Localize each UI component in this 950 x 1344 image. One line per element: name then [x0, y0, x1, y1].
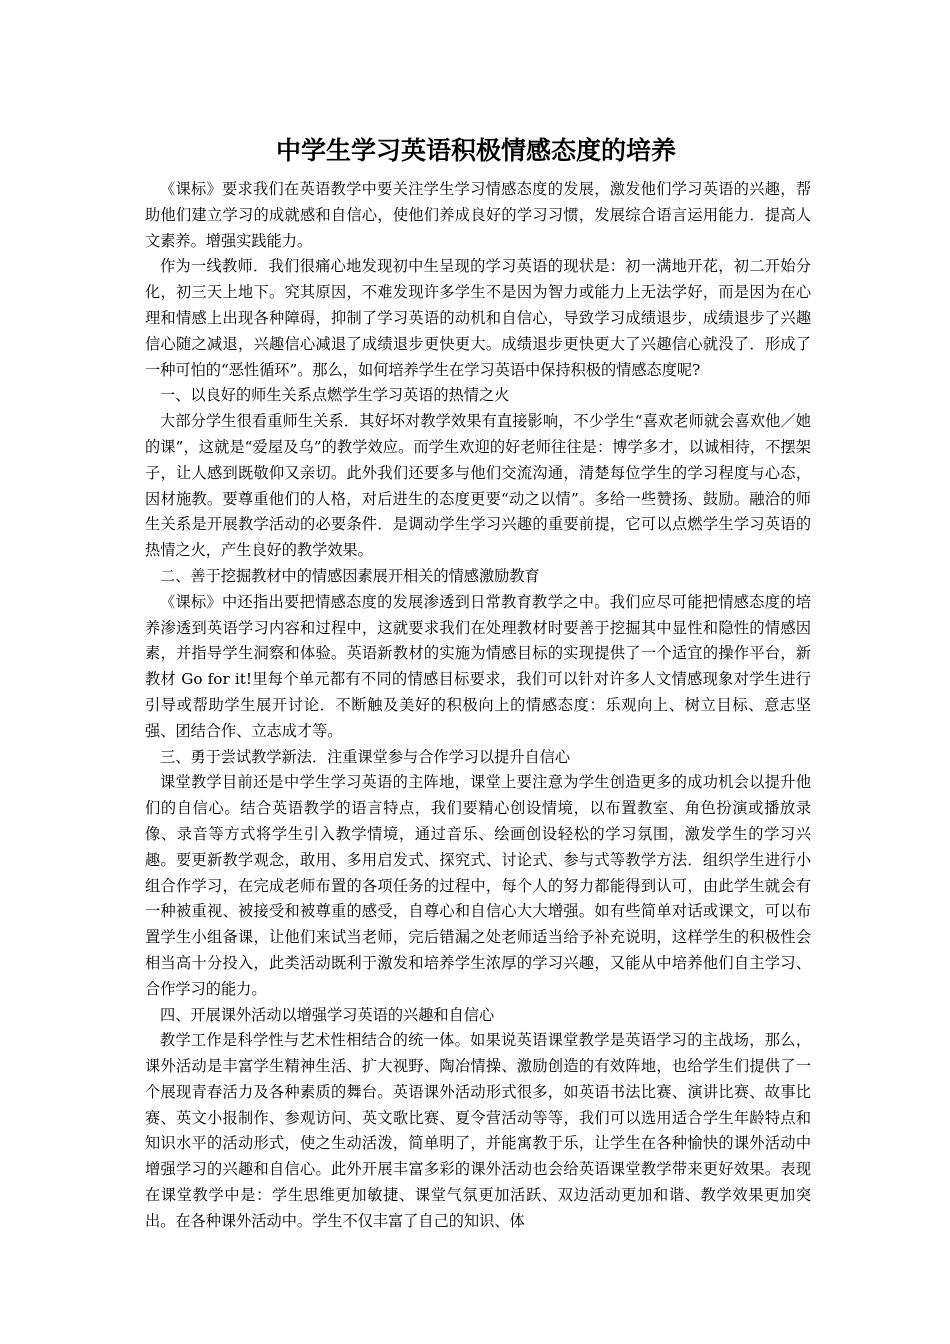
paragraph: 教学工作是科学性与艺术性相结合的统一体。如果说英语课堂教学是英语学习的主战场，那么，课外活动是丰富学生精神生活、扩大视野、陶冶情操、激励创造的有效阵地，也给学生们提供了一个展现青春活力及各种素质的舞台。英语课外活动形式很多，如英语书法比赛、演讲比赛、故事比赛、英文小报制作、参观访问、英文歌比赛、夏令营活动等等，我们可以选用适合学生年龄特点和知识水平的活动形式，使之生动活泼，简单明了，并能寓教于乐，让学生在各种愉快的课外活动中增强学习的兴趣和自信心。此外开展丰富多彩的课外活动也会给英语课堂教学带来更好效果。表现在课堂教学中是：学生思维更加敏捷、课堂气氛更加活跃、双边活动更加和谐、教学效果更加突出。在各种课外活动中。学生不仅丰富了自己的知识、体 — [145, 1031, 811, 1230]
paragraph: 课堂教学目前还是中学生学习英语的主阵地，课堂上要注意为学生创造更多的成功机会以提升他们的自信心。结合英语教学的语言特点，我们要精心创设情境，以布置教室、角色扮演或播放录像、录音等方式将学生引入教学情境，通过音乐、绘画创设轻松的学习氛围，激发学生的学习兴趣。要更新教学观念，敢用、多用启发式、探究式、讨论式、参与式等教学方法．组织学生进行小组合作学习，在完成老师布置的各项任务的过程中，每个人的努力都能得到认可，由此学生就会有一种被重视、被接受和被尊重的感受，自尊心和自信心大大增强。如有些简单对话或课文，可以布置学生小组备课，让他们来试当老师，完后错漏之处老师适当给予补充说明，这样学生的积极性会相当高十分投入，此类活动既利于激发和培养学生浓厚的学习兴趣，又能从中培养他们自主学习、合作学习的能力。 — [145, 773, 811, 998]
section-heading: 二、善于挖掘教材中的情感因素展开相关的情感激励教育 — [160, 566, 540, 585]
section-heading: 四、开展课外活动以增强学习英语的兴趣和自信心 — [160, 1005, 495, 1024]
paragraph: 《课标》中还指出要把情感态度的发展渗透到日常教育教学之中。我们应尽可能把情感态度的培养渗透到英语学习内容和过程中，这就要求我们在处理教材时要善于挖掘其中显性和隐性的情感因素，并指导学生洞察和体验。英语新教材的实施为情感目标的实现提供了一个适宜的操作平台，新教材 Go for it!里每个单元都有不同的情感目标要求，我们可以针对许多人文情感现象对学生进行引导或帮助学生展开讨论．不断触及美好的积极向上的情感态度：乐观向上、树立目标、意志坚强、团结合作、立志成才等。 — [145, 592, 811, 740]
document-body — [145, 177, 811, 1235]
paragraph: 作为一线教师．我们很痛心地发现初中生呈现的学习英语的现状是：初一满地开花，初二开始分化，初三天上地下。究其原因，不难发现许多学生不是因为智力或能力上无法学好，而是因为在心理和情感上出现各种障碍，抑制了学习英语的动机和自信心，导致学习成绩退步，成绩退步了兴趣信心随之减退，兴趣信心减退了成绩退步更快更大。成绩退步更快更大了兴趣信心就没了．形成了一种可怕的“恶性循环”。那么，如何培养学生在学习英语中保持积极的情感态度呢? — [145, 257, 811, 379]
section-heading: 三、勇于尝试教学新法．注重课堂参与合作学习以提升自信心 — [160, 747, 571, 766]
paragraph: 《课标》要求我们在英语教学中要关注学生学习情感态度的发展，激发他们学习英语的兴趣，帮助他们建立学习的成就感和自信心，使他们养成良好的学习习惯，发展综合语言运用能力．提高人文素养。增强实践能力。 — [145, 180, 811, 250]
paragraph: 大部分学生很看重师生关系．其好坏对教学效果有直接影响，不少学生“喜欢老师就会喜欢他／她的课”，这就是“爱屋及乌”的教学效应。而学生欢迎的好老师往往是：博学多才，以诚相待，不摆架子，让人感到既敬仰又亲切。此外我们还要多与他们交流沟通，清楚每位学生的学习程度与心态，因材施教。要尊重他们的人格，对后进生的态度更要“动之以情”。多给一些赞扬、鼓励。融洽的师生关系是开展教学活动的必要条件．是调动学生学习兴趣的重要前提，它可以点燃学生学习英语的热情之火，产生良好的教学效果。 — [145, 412, 811, 560]
document-title: 中学生学习英语积极情感态度的培养 — [275, 136, 676, 165]
section-heading: 一、以良好的师生关系点燃学生学习英语的热情之火 — [160, 386, 510, 405]
